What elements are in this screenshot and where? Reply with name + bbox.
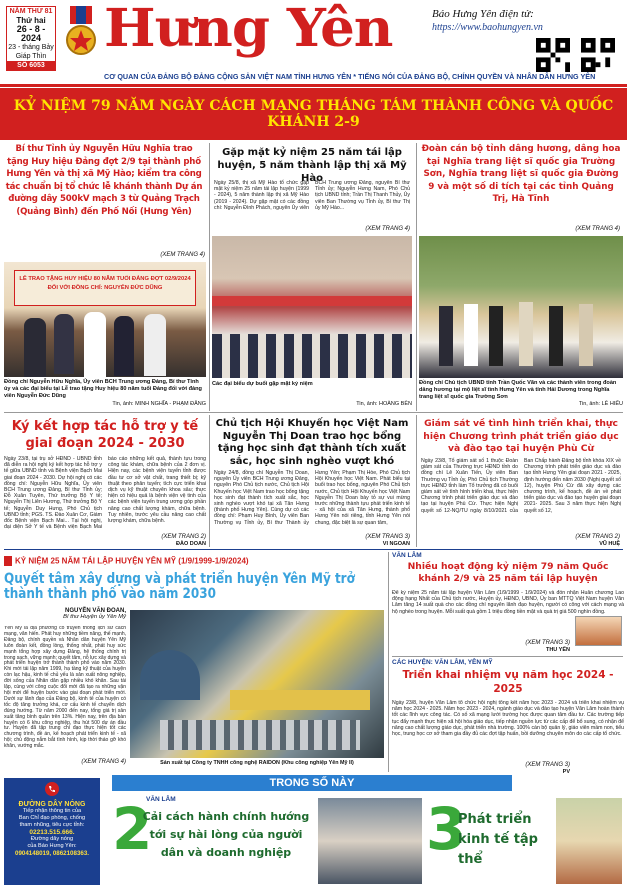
article-1-photo bbox=[4, 262, 206, 377]
article-7-photo bbox=[575, 616, 622, 646]
phone-icon bbox=[45, 782, 59, 796]
lunar-year: Giáp Thìn bbox=[15, 53, 47, 60]
author-role: Bí thư Huyện ủy Yên Mỹ bbox=[63, 614, 126, 620]
see-page-link[interactable]: (XEM TRANG 3) bbox=[525, 640, 570, 646]
article-7-title[interactable]: Nhiều hoạt động kỷ niệm 79 năm Quốc khánh 2/9 và 25 năm tái lập huyện bbox=[407, 561, 609, 584]
article-7-kicker: VĂN LÂM bbox=[392, 552, 422, 559]
electronic-label: Báo Hưng Yên điện tử: bbox=[432, 8, 534, 20]
tagline: CƠ QUAN CỦA ĐẢNG BỘ ĐẢNG CỘNG SẢN VIỆT NAM TỈNH HƯNG YÊN * TIẾNG NÓI CỦA ĐẢNG BỘ, CHÍNH QUYỀN VÀ NHÂN DÂN HƯNG YÊN bbox=[104, 72, 596, 81]
hotline-line: Đường dây nóng bbox=[30, 836, 74, 842]
divider bbox=[416, 143, 417, 411]
article-1-credit: Tin, ảnh: MINH NGHĨA - PHẠM ĐĂNG bbox=[112, 401, 206, 407]
inside-photo bbox=[556, 798, 622, 884]
article-6-credit: VŨ HUỆ bbox=[599, 541, 620, 547]
see-page-link[interactable]: (XEM TRANG 2) bbox=[161, 534, 206, 540]
see-page-link[interactable]: (XEM TRANG 2) bbox=[575, 534, 620, 540]
qr-code-icon[interactable] bbox=[581, 38, 615, 72]
feature-body: Yên Mỹ là địa phương có truyền thống lịch sử cách mạng, văn hiến. Phát huy những tiềm năng, thế mạnh, Đảng bộ, chính quyền và Nhân dân huyện Yên Mỹ luôn đoàn kết, đồng lòng, thống nhất, phát huy sức mạnh tổng hợp xây dựng Đảng, hệ thống chính trị trong sạch, vững mạnh; quyết tâm, nỗ lực xây dựng và phát triển huyện trở thành thành phố vào năm 2030. Khi mới tái lập năm 1999, hạ tầng kỹ thuật của huyện còn lạc hậu, kinh tế chủ yếu là sản xuất nông nghiệp, đời sống của Nhân dân gặp nhiều khó khăn. Sau tái lập, cùng với công cuộc đổi mới đã tạo ra những vận hội mới để huyện bước vào giai đoạn phát triển mới. Dưới sự lãnh đạo của Đảng bộ, kinh tế của huyện có tốc độ tăng trưởng khá, cơ cấu kinh tế chuyển dịch đúng hướng. Từ năm 2000 đến nay, tổng giá trị sản xuất tăng bình quân trên 13%. Hiện nay, trên địa bàn huyện có 6 khu công nghiệp, thu hút 500 dự án đầu tư. Huyện đã tập trung chỉ đạo thực hiện tốt các chương trình, đề án, kế hoạch phát triển kinh tế - xã hội; chủ động nắm bắt tình hình, kịp thời tháo gỡ khó khăn, vướng mắc. bbox=[4, 626, 126, 750]
inside-photo bbox=[318, 798, 422, 884]
article-6-body: Ngày 23/8, Tổ giám sát số 1 thuộc Đoàn giám sát của Thường trực HĐND tỉnh do đồng chí Lê Xuân Tiến, Ủy viên Ban Thường vụ Tỉnh ủy, Phó Chủ tịch Thường trực HĐND tỉnh làm Tổ trưởng đã có buổi giám sát về tình hình triển khai, thực hiện Chương trình phát triển giáo dục và đào tạo tại huyện Phù Cừ. Thực hiện Nghị quyết số 12-NQ/TU ngày 8/10/2021 của Ban Chấp hành Đảng bộ tỉnh khóa XIX về Chương trình phát triển giáo dục và đào tạo tỉnh Hưng Yên giai đoạn 2021 - 2025, định hướng đến năm 2030 (Nghị quyết số 12), huyện Phù Cừ đã xây dựng các chương trình, kế hoạch, đề án về phát triển giáo dục và đào tạo huyện giai đoạn 2021- 2025. Sau 3 năm thực hiện Nghị quyết số 12, bbox=[421, 458, 621, 514]
divider bbox=[4, 549, 623, 550]
issue-date: 26 - 8 - 2024 bbox=[16, 24, 46, 43]
section-header bbox=[4, 552, 384, 568]
inside-header: TRONG SỐ NÀY bbox=[112, 775, 512, 791]
article-2-body: Ngày 25/8, thị xã Mỹ Hào tổ chức gặp mặt kỷ niệm 25 năm tái lập huyện (1999 - 2024), 5 năm thành lập thị xã Mỹ Hào (2019 - 2024). Dự gặp mặt có các đồng chí: Nguyễn Đình Phách, nguyên Ủy viên BCH Trung ương Đảng, nguyên Bí thư Tỉnh ủy; Nguyễn Hưng Nam, Phó Chủ tịch UBND tỉnh; Trần Thị Thanh Thủy, Ủy viên Ban Thường vụ Tỉnh ủy, Bí thư Thị ủy Mỹ Hào... bbox=[214, 180, 410, 211]
see-page-link[interactable]: (XEM TRANG 4) bbox=[575, 226, 620, 232]
article-8-credit: PV bbox=[562, 769, 570, 775]
hotline-phone[interactable]: 0904148019, 0862108363. bbox=[15, 850, 89, 857]
see-page-link[interactable]: (XEM TRANG 4) bbox=[81, 759, 126, 765]
article-4-title[interactable]: Ký kết hợp tác hỗ trợ y tế giai đoạn 2024 - 2030 bbox=[11, 419, 199, 451]
feature-photo-caption: Sản xuất tại Công ty TNHH công nghệ RAIDON (Khu công nghiệp Yên Mỹ II) bbox=[160, 760, 354, 766]
article-6-title[interactable]: Giám sát về tình hình triển khai, thực hiện Chương trình phát triển giáo dục và đào tạo tại huyện Phù Cừ bbox=[423, 418, 619, 454]
article-4-body: Ngày 23/8, tại trụ sở HĐND - UBND tỉnh đã diễn ra hội nghị ký kết hợp tác hỗ trợ y tế giữa UBND tỉnh và Bệnh viện Bạch Mai giai đoạn 2024 - 2030. Dự hội nghị có các đồng chí: Nguyễn Hữu Nghĩa, Ủy viên BCH Trung ương Đảng, Bí thư Tỉnh ủy; Đỗ Xuân Tuyên, Thứ trưởng Bộ Y tế; Nguyễn Thị Liên Hương, Thứ trưởng Bộ Y tế; Nguyễn Duy Hưng, Phó Chủ tịch UBND tỉnh; PGS. TS. Đào Xuân Cơ, Giám đốc Bệnh viện Bạch Mai... Tại hội nghị, đại diện Sở Y tế và Bệnh viện Bạch Mai báo cáo những kết quả, thành tựu trong công tác khám, chữa bệnh của 2 đơn vị. Hiện nay, các bệnh viện tuyến tỉnh được đầu tư cơ sở vật chất, trang thiết bị; kỹ thuật theo phân tuyến; tích cực triển khai dịch vụ kỹ thuật chuyên khoa sâu; thực hiện có hiệu quả là bệnh viện vệ tinh của các bệnh viện tuyến trung ương góp phần nâng cao chất lượng khám, chữa bệnh. Tuy nhiên, trước yêu cầu nâng cao chất lượng khám, chữa bệnh. bbox=[4, 456, 206, 531]
issue-year: NĂM THỨ 81 bbox=[7, 7, 55, 16]
divider bbox=[416, 415, 417, 547]
inside-kicker: VĂN LÂM bbox=[146, 796, 176, 803]
see-page-link[interactable]: (XEM TRANG 3) bbox=[365, 534, 410, 540]
award-emblem-icon bbox=[62, 6, 100, 62]
article-3-caption: Đồng chí Chủ tịch UBND tỉnh Trần Quốc Văn và các thành viên trong đoàn dâng hương tại mộ liệt sĩ tình Hưng Yên và tỉnh Hải Dương trong Nghĩa trang liệt sĩ quốc gia Trường Sơn bbox=[419, 380, 617, 400]
electronic-url[interactable]: https://www.baohungyen.vn bbox=[432, 22, 543, 33]
issue-box bbox=[6, 6, 56, 71]
hotline-line: Ban Chỉ đạo phòng, chống bbox=[18, 815, 86, 821]
article-8-kicker: CÁC HUYỆN: VĂN LÂM, YÊN MỸ bbox=[392, 659, 493, 666]
hotline-line: của Báo Hưng Yên: bbox=[27, 843, 77, 849]
article-8-body: Ngày 23/8, huyện Văn Lâm tổ chức hội nghị tổng kết năm học 2023 - 2024 và triển khai nhiệm vụ năm học 2024 - 2025. Năm học 2023 - 2024, ngành giáo dục và đào tạo huyện Văn Lâm hoàn thành tốt các lĩnh vực công tác. Có số xã mạng lưới trường học được quan tâm đầu tư. Các trường tiếp tục đẩy mạnh thực hiện xã hội hóa giáo dục, tiếp nhận nguồn lực từ các cấp để bổ sung, có nhận để nâng cao chất lượng giáo dục, phát triển nhà trường. 100% cán bộ quản lý, giáo viên mầm non, tiểu học, trung học cơ sở tham gia đầy đủ các đợt tập huấn, bồi dưỡng chuyên môn do các cấp tổ chức. bbox=[392, 700, 624, 738]
ceremony-sign: LỄ TRAO TẶNG HUY HIỆU 80 NĂM TUỔI ĐẢNG ĐỢT 02/9/2024 ĐỐI VỚI ĐỒNG CHÍ: NGUYỄN ĐỨC DŨNG bbox=[14, 270, 196, 306]
author-name: NGUYỄN VĂN ĐOAN, bbox=[64, 608, 126, 614]
article-2-caption: Các đại biểu dự buổi gặp mặt kỷ niệm bbox=[212, 381, 313, 387]
article-3-title[interactable]: Đoàn cán bộ tỉnh dâng hương, dâng hoa tại Nghĩa trang liệt sĩ quốc gia Trường Sơn, Nghĩa trang liệt sĩ quốc gia Đường 9 và một số di tích tại các tỉnh Quảng Trị, Hà Tĩnh bbox=[421, 144, 621, 204]
divider bbox=[209, 415, 210, 547]
article-4-credit: ĐÀO DOAN bbox=[176, 541, 206, 547]
article-2-title[interactable]: Gặp mặt kỷ niệm 25 năm tái lập huyện, 5 năm thành lập thị xã Mỹ Hào bbox=[217, 147, 407, 184]
divider bbox=[392, 656, 623, 657]
byline bbox=[4, 608, 126, 620]
hotline-box bbox=[4, 778, 100, 885]
inside-item-title[interactable]: Phát triển kinh tế tập thể bbox=[458, 812, 538, 867]
divider bbox=[4, 412, 623, 413]
hotline-line: tham nhũng, tiêu cực tỉnh: bbox=[19, 822, 85, 828]
article-1-title[interactable]: Bí thư Tỉnh ủy Nguyễn Hữu Nghĩa trao tặng Huy hiệu Đảng đợt 2/9 tại thành phố Hưng Yên và thị xã Mỹ Hào; kiểm tra công tác chuẩn bị tổ chức lễ khánh thành Dự án đường dây 500kV mạch 3 từ Quảng Trạch (Quảng Bình) đến Phố Nối (Hưng Yên) bbox=[5, 144, 203, 217]
article-7-credit: THU YẾN bbox=[545, 647, 570, 653]
anniversary-banner: KỶ NIỆM 79 NĂM NGÀY CÁCH MẠNG THÁNG TÁM THÀNH CÔNG VÀ QUỐC KHÁNH 2-9 bbox=[0, 88, 627, 140]
article-8-title[interactable]: Triển khai nhiệm vụ năm học 2024 - 2025 bbox=[402, 669, 614, 695]
hotline-line: Tiếp nhận thông tin của bbox=[22, 808, 82, 814]
divider bbox=[0, 84, 627, 87]
article-1-caption: Đồng chí Nguyễn Hữu Nghĩa, Ủy viên BCH Trung ương Đảng, Bí thư Tỉnh ủy và các đại biểu tại Lễ trao tặng Huy hiệu 80 năm tuổi Đảng đối với đảng viên Nguyễn Đức Dũng bbox=[4, 379, 202, 399]
feature-photo bbox=[130, 610, 384, 758]
article-7-body: Để kỷ niệm 25 năm tái lập huyện Văn Lâm (1/9/1999 - 1/9/2024) và đón nhận Huân chương Lao động hạng Nhất của Chủ tịch nước, Huyện ủy, HĐND, UBND, Ủy ban MTTQ Việt Nam huyện Văn Lâm tăng 14 suất quà cho các đồng chí nguyên lãnh đạo huyện, người có công với cách mạng và hộ nghèo trong huyện. Mỗi suất quà gồm 1 triệu đồng tiền mặt và quà trị giá 500 nghìn đồng. bbox=[392, 590, 624, 615]
divider bbox=[388, 552, 389, 772]
article-5-title[interactable]: Chủ tịch Hội Khuyến học Việt Nam Nguyễn Thị Doan trao học bổng tặng học sinh đạt thành tích xuất sắc, học sinh nghèo vượt khó bbox=[215, 418, 409, 467]
electronic-edition bbox=[432, 8, 543, 34]
weekday: Thứ hai bbox=[16, 16, 46, 25]
see-page-link[interactable]: (XEM TRANG 4) bbox=[160, 252, 205, 258]
lunar-date: 23 - tháng Bảy bbox=[8, 44, 54, 51]
article-3-credit: Tin, ảnh: LÊ HIẾU bbox=[578, 401, 623, 407]
article-2-credit: Tin, ảnh: HOÀNG BÊN bbox=[356, 401, 412, 407]
newspaper-logo: Hưng Yên bbox=[104, 0, 393, 59]
article-2-photo bbox=[212, 236, 412, 378]
article-3-photo bbox=[419, 236, 623, 378]
inside-page-number[interactable]: 3 bbox=[426, 795, 467, 863]
inside-item-title[interactable]: Cải cách hành chính hướng tới sự hài lòng của người dân và doanh nghiệp bbox=[142, 810, 310, 859]
section-label: KỶ NIỆM 25 NĂM TÁI LẬP HUYỆN YÊN MỸ (1/9/1999-1/9/2024) bbox=[15, 556, 249, 566]
issue-number: SỐ 6053 bbox=[7, 61, 55, 70]
feature-title[interactable]: Quyết tâm xây dựng và phát triển huyện Yên Mỹ trở thành thành phố vào năm 2030 bbox=[4, 571, 355, 602]
hotline-title: ĐƯỜNG DÂY NÓNG bbox=[18, 801, 86, 808]
article-5-credit: VI NGOAN bbox=[382, 541, 410, 547]
qr-code-icon[interactable] bbox=[536, 38, 570, 72]
article-5-body: Ngày 24/8, đồng chí Nguyễn Thị Doan, nguyên Ủy viên BCH Trung ương Đảng, nguyên Phó Chủ tịch nước, Chủ tịch Hội Khuyến học Việt Nam trao học bổng tặng học sinh đạt thành tích xuất sắc, học sinh nghèo vượt khó tại xã Tân Hưng (thành phố Hưng Yên). Cùng dự có các đồng chí: Phạm Huy Bình, Ủy viên Ban Thường vụ Tỉnh ủy, Bí thư Thành ủy Hưng Yên; Phạm Thị Hòe, Phó Chủ tịch Hội Khuyến học Việt Nam. Phát biểu tại buổi trao học bổng, nguyên Phó Chủ tịch nước, Chủ tịch Hội Khuyến học Việt Nam Nguyễn Thị Doan bày tỏ sự vui mừng trước những thành tựu phát triển kinh tế - xã hội của xã Tân Hưng, thành phố Hưng Yên nói riêng, tỉnh Hưng Yên nói chung, đặc biệt là sự quan tâm, bbox=[214, 470, 411, 526]
inside-page-number[interactable]: 2 bbox=[112, 795, 153, 863]
divider bbox=[209, 143, 210, 411]
hotline-phone[interactable]: 02213.515.666. bbox=[29, 829, 75, 836]
see-page-link[interactable]: (XEM TRANG 4) bbox=[365, 226, 410, 232]
see-page-link[interactable]: (XEM TRANG 3) bbox=[525, 762, 570, 768]
